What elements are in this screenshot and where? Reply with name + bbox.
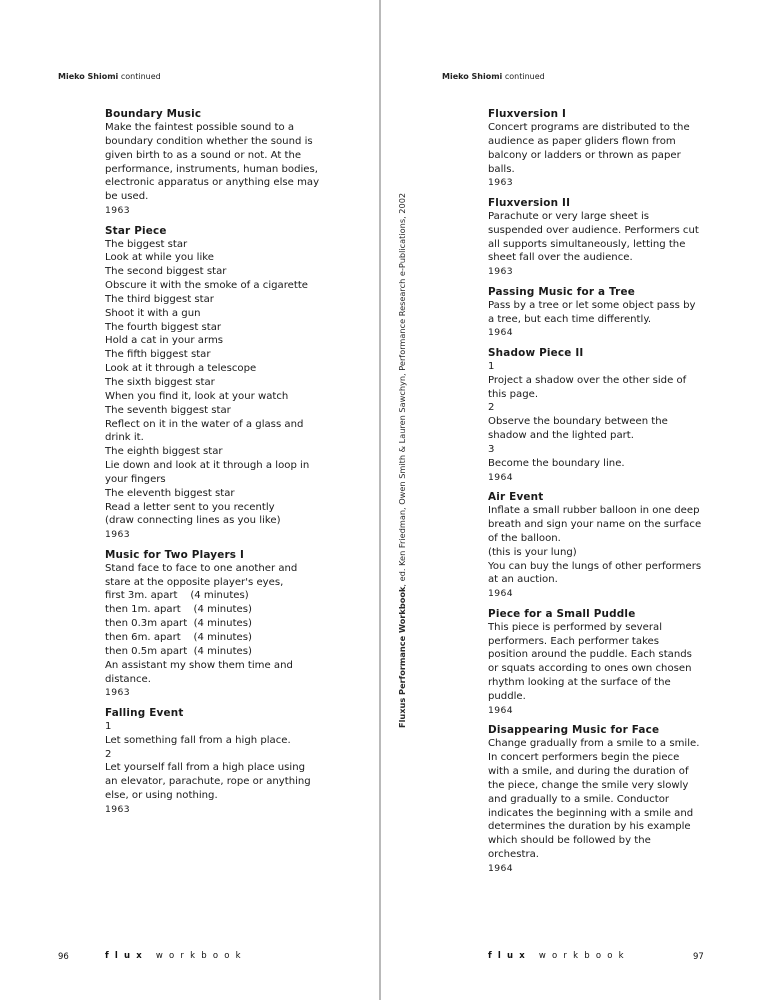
piece-year: 1964 <box>488 704 513 716</box>
piece-text-line: The eighth biggest star <box>105 446 223 458</box>
piece-text-line: distance. <box>105 673 151 685</box>
piece-text-line: The eleventh biggest star <box>105 487 235 499</box>
piece-year: 1963 <box>105 205 130 217</box>
piece-text-line: (draw connecting lines as you like) <box>105 515 281 527</box>
piece-entry <box>488 196 710 279</box>
piece-title: Fluxversion II <box>488 196 571 209</box>
piece-title: Star Piece <box>105 224 167 237</box>
piece-text-line: 2 <box>488 402 495 414</box>
piece-text-line: electronic apparatus or anything else may <box>105 177 320 189</box>
piece-text-line: In concert performers begin the piece <box>488 752 680 764</box>
piece-title: Fluxversion I <box>488 108 567 120</box>
piece-year: 1963 <box>488 177 513 189</box>
piece-text-line: Read a letter sent to you recently <box>105 501 275 513</box>
piece-title: Disappearing Music for Face <box>488 724 660 737</box>
piece-text-line: then 1m. apart (4 minutes) <box>105 604 252 616</box>
piece-text-line: You can buy the lungs of other performers <box>488 560 702 572</box>
piece-text-line: (this is your lung) <box>488 546 577 558</box>
piece-entry <box>488 607 710 718</box>
piece-entry <box>488 107 710 190</box>
piece-text-line: Concert programs are distributed to the <box>488 122 690 133</box>
piece-text-line: Reflect on it in the water of a glass and <box>105 418 304 430</box>
piece-text-line: An assistant my show them time and <box>105 659 293 671</box>
piece-text-line: Let something fall from a high place. <box>105 734 291 746</box>
piece-text-line: position around the puddle. Each stands <box>488 649 692 661</box>
wordmark-flux: flux <box>105 951 148 961</box>
piece-text-line: then 0.5m apart (4 minutes) <box>105 645 252 657</box>
piece-text-line: The biggest star <box>105 238 188 250</box>
piece-text-line: this page. <box>488 388 539 400</box>
piece-text-line: The third biggest star <box>105 293 214 305</box>
piece-text-line: a tree, but each time differently. <box>488 313 652 325</box>
piece-text-line: determines the duration by his example <box>488 821 691 833</box>
piece-entry <box>105 224 327 542</box>
piece-text-line: Shoot it with a gun <box>105 307 201 319</box>
wordmark-workbook: workbook <box>538 951 630 961</box>
piece-title: Boundary Music <box>105 108 202 120</box>
piece-text-line: The fifth biggest star <box>105 349 211 361</box>
piece-text-line: Hold a cat in your arms <box>105 335 224 347</box>
piece-entry <box>105 548 327 700</box>
right-page-column <box>488 107 710 881</box>
piece-text-line: 3 <box>488 444 495 455</box>
piece-text-line: When you find it, look at your watch <box>105 390 289 402</box>
piece-text-line: else, or using nothing. <box>105 790 218 802</box>
piece-text-line: rhythm looking at the surface of the <box>488 677 671 689</box>
piece-text-line: puddle. <box>488 690 526 702</box>
page-number-right: 97 <box>693 952 704 962</box>
piece-text-line: The seventh biggest star <box>105 404 231 416</box>
piece-text-line: and gradually to a smile. Conductor <box>488 793 670 805</box>
piece-text-line: of the balloon. <box>488 532 561 544</box>
piece-text-line: Inflate a small rubber balloon in one deep <box>488 505 700 517</box>
piece-entry <box>105 706 327 817</box>
piece-year: 1964 <box>488 588 513 600</box>
piece-text-line: audience as paper gliders flown from <box>488 135 676 147</box>
piece-text-line: or squats according to ones own chosen <box>488 663 692 675</box>
piece-text-line: Let yourself fall from a high place using <box>105 762 306 774</box>
piece-title: Shadow Piece II <box>488 346 584 359</box>
piece-text-line: Become the boundary line. <box>488 457 625 469</box>
left-page-column <box>105 107 327 822</box>
piece-title: Falling Event <box>105 706 184 719</box>
running-head-suffix: continued <box>120 72 161 81</box>
piece-text-line: then 6m. apart (4 minutes) <box>105 632 252 643</box>
piece-text-line: then 0.3m apart (4 minutes) <box>105 618 252 630</box>
vertical-credit-line <box>392 190 412 728</box>
piece-text-line: 1 <box>105 720 112 732</box>
credit-book-title: Fluxus Performance Workbook <box>397 586 407 728</box>
piece-text-line: Parachute or very large sheet is <box>488 210 650 222</box>
page-gutter-divider <box>379 0 381 1000</box>
piece-year: 1963 <box>488 266 513 278</box>
running-head-author: Mieko Shiomi <box>58 72 119 81</box>
piece-text-line: with a smile, and during the duration of <box>488 766 689 777</box>
piece-text-line: indicates the beginning with a smile and <box>488 807 694 819</box>
piece-title: Piece for a Small Puddle <box>488 607 636 620</box>
piece-text-line: balls. <box>488 163 515 175</box>
running-head-right <box>442 72 545 81</box>
piece-text-line: which should be followed by the <box>488 835 651 847</box>
piece-text-line: Make the faintest possible sound to a <box>105 122 295 133</box>
piece-text-line: the piece, change the smile very slowly <box>488 779 689 791</box>
flux-workbook-wordmark-right <box>488 951 630 961</box>
piece-year: 1963 <box>105 687 130 699</box>
piece-entry <box>488 490 710 601</box>
piece-text-line: performers. Each performer takes <box>488 635 660 647</box>
piece-text-line: This piece is performed by several <box>488 621 663 633</box>
piece-year: 1964 <box>488 327 513 339</box>
piece-text-line: all supports simultaneously, letting the <box>488 238 686 250</box>
running-head-left <box>58 72 161 81</box>
piece-text-line: Lie down and look at it through a loop in <box>105 460 310 472</box>
piece-title: Music for Two Players I <box>105 548 245 561</box>
piece-text-line: Obscure it with the smoke of a cigarette <box>105 280 308 292</box>
piece-text-line: Look at it through a telescope <box>105 363 257 375</box>
piece-text-line: stare at the opposite player's eyes, <box>105 576 284 588</box>
piece-entry <box>488 346 710 484</box>
piece-title: Air Event <box>488 491 544 504</box>
piece-text-line: Pass by a tree or let some object pass by <box>488 299 696 311</box>
wordmark-workbook: workbook <box>155 951 247 961</box>
piece-text-line: be used. <box>105 191 149 203</box>
piece-year: 1963 <box>105 529 130 541</box>
piece-text-line: Look at while you like <box>105 252 214 264</box>
piece-title: Passing Music for a Tree <box>488 285 635 298</box>
piece-entry <box>105 107 327 218</box>
piece-text-line: boundary condition whether the sound is <box>105 135 313 147</box>
credit-details: , ed. Ken Friedman, Owen Smith & Lauren Sawchyn, Performance Research e-Publications, 2002 <box>397 192 407 587</box>
piece-year: 1964 <box>488 862 513 874</box>
piece-text-line: The fourth biggest star <box>105 321 222 333</box>
piece-text-line: The sixth biggest star <box>105 377 215 388</box>
flux-workbook-wordmark-left <box>105 951 247 961</box>
piece-text-line: balcony or ladders or thrown as paper <box>488 149 681 161</box>
piece-text-line: Stand face to face to one another and <box>105 562 298 574</box>
piece-text-line: shadow and the lighted part. <box>488 430 634 442</box>
piece-text-line: 2 <box>105 748 112 760</box>
piece-text-line: your fingers <box>105 473 166 485</box>
running-head-suffix: continued <box>504 72 545 81</box>
piece-text-line: suspended over audience. Performers cut <box>488 224 699 236</box>
piece-text-line: performance, instruments, human bodies, <box>105 163 318 175</box>
piece-year: 1963 <box>105 803 130 815</box>
piece-text-line: 1 <box>488 360 495 372</box>
piece-entry <box>488 723 710 875</box>
piece-text-line: given birth to as a sound or not. At the <box>105 149 302 161</box>
piece-text-line: an elevator, parachute, rope or anything <box>105 776 311 788</box>
piece-text-line: Observe the boundary between the <box>488 416 668 428</box>
piece-text-line: breath and sign your name on the surface <box>488 519 702 531</box>
page-number-left: 96 <box>58 952 69 962</box>
piece-text-line: orchestra. <box>488 849 540 861</box>
piece-text-line: drink it. <box>105 432 144 444</box>
wordmark-flux: flux <box>488 951 531 961</box>
piece-text-line: Change gradually from a smile to a smile. <box>488 738 700 750</box>
piece-text-line: Project a shadow over the other side of <box>488 374 687 386</box>
piece-entry <box>488 285 710 340</box>
piece-text-line: sheet fall over the audience. <box>488 252 633 264</box>
piece-text-line: The second biggest star <box>105 266 227 278</box>
piece-text-line: first 3m. apart (4 minutes) <box>105 590 249 602</box>
piece-year: 1964 <box>488 471 513 483</box>
piece-text-line: at an auction. <box>488 574 558 586</box>
running-head-author: Mieko Shiomi <box>442 72 503 81</box>
